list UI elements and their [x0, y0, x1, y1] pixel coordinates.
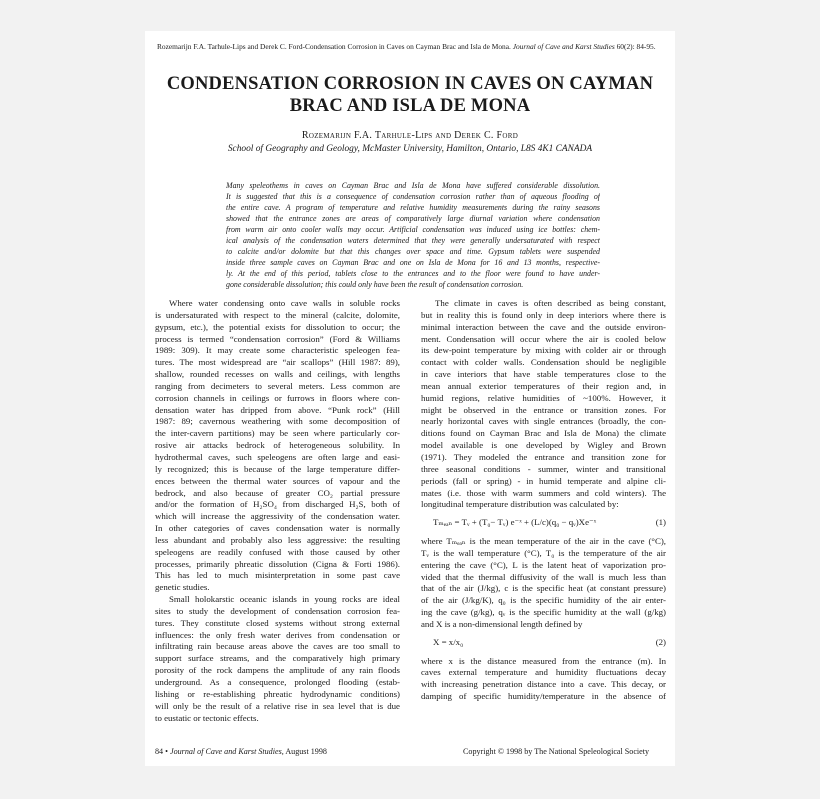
body-text-line: three seasonal conditions - summer, winter and transitional	[421, 463, 666, 474]
right-column	[421, 298, 666, 703]
body-text-line: damping of specific humidity/temperature in the absence of	[421, 691, 666, 702]
body-text-line: densation water has dripped from above. “Punk rock” (Hill	[155, 404, 400, 415]
body-text-line: in cave interiors that have stable temperatures close to the	[421, 369, 666, 380]
body-text-line: This has led to much misinterpretation in some past cave	[155, 570, 400, 581]
abstract-line: showed that the entrance zones are areas of comparatively large diurnal variation where condensation	[226, 213, 600, 223]
article-title	[160, 73, 660, 117]
body-text-line: where x is the distance measured from the entrance (m). In	[421, 655, 666, 666]
body-text-line: rosive air attacks bedrock of heterogeneous solubility. In	[155, 440, 400, 451]
body-text-line: In other categories of caves condensation water is normally	[155, 523, 400, 534]
left-column	[155, 298, 400, 724]
body-text-line: is undersaturated with respect to the mineral (calcite, dolomite,	[155, 309, 400, 320]
body-text-line: process is termed “condensation corrosion” (Ford & Williams	[155, 333, 400, 344]
body-text-line: ranging from decimeters to several meters. Less common are	[155, 380, 400, 391]
abstract-line: to calcite and/or dolomite but that this changes over space and time. Gypsum tablets were suspended	[226, 246, 600, 256]
running-head-journal: Journal of Cave and Karst Studies	[512, 42, 615, 51]
footer-page-prefix: 84 •	[155, 747, 170, 756]
affiliation: School of Geography and Geology, McMaster University, Hamilton, Ontario, L8S 4K1 CANADA	[227, 144, 593, 154]
body-text-line: model available is one developed by Wigley and Brown	[421, 440, 666, 451]
body-text-line: vided that the thermal diffusivity of the wall is much less than	[421, 571, 666, 582]
body-text-line: lishing or re-establishing phreatic hydrodynamic conditions)	[155, 688, 400, 699]
body-text-line: ences between the thermal water sources of vapour and the	[155, 475, 400, 486]
abstract-line: Many speleothems in caves on Cayman Brac and Isla de Mona have suffered considerable dissolution.	[226, 181, 600, 190]
body-text-line: mates (i.e. those with warm summers and cold winters). The	[421, 487, 666, 498]
body-text-line: mean annual exterior temperatures of their region and, in	[421, 380, 666, 391]
body-text-line: (1971). They modeled the entrance and transition zone for	[421, 451, 666, 462]
equation-2-expression: X = x/x₀	[433, 636, 464, 647]
body-text-line: Tᵥ is the wall temperature (°C), T₀ is the temperature of the air	[421, 547, 666, 558]
body-text-line: sites to study the development of condensation corrosion fea-	[155, 605, 400, 616]
body-text-line: humid regions, relative humidities of ~100%. However, it	[421, 392, 666, 403]
body-text-line: The climate in caves is often described as being constant,	[435, 298, 666, 308]
body-text-line: longitudinal temperature distribution was calculated by:	[421, 499, 619, 510]
body-text-line: 1987: 89; cavernous weathering with some decomposition of	[155, 416, 400, 427]
body-text-line: 1989: 309). It may create some characteristic speleogen fea-	[155, 345, 400, 356]
title-line-2: BRAC AND ISLA DE MONA	[289, 96, 531, 116]
footer-page-info	[155, 747, 327, 757]
right-column-mid	[421, 536, 666, 631]
footer-journal: Journal of Cave and Karst Studies,	[169, 747, 284, 756]
equation-2-number: (2)	[655, 636, 666, 647]
body-text-line: processes, primarily phreatic dissolution (Cigna & Forti 1986).	[155, 558, 400, 569]
abstract-line: gone considerable dissolution; this could only have been the result of condensation corrosion.	[226, 279, 524, 289]
abstract-line: It is suggested that this is a consequence of condensation corrosion rather than of aqueous flooding of	[226, 191, 600, 201]
body-text-line: of the air (J/kg/K), q₀ is the specific humidity of the air enter-	[421, 595, 666, 606]
running-head-citation: Rozemarijn F.A. Tarhule-Lips and Derek C. Ford-Condensation Corrosion in Caves on Cayman Brac and Isla de Mona.	[157, 42, 511, 51]
body-text-line: might be observed in the entrance or transition zones. For	[421, 404, 666, 415]
body-text-line: that of the air (J/kg), c is the specific heat (at constant pressure)	[421, 583, 666, 594]
body-text-line: underground. As a consequence, prolonged flooding (estab-	[155, 677, 400, 687]
body-text-line: ment. Condensation will occur where the air is cooled below	[421, 333, 666, 344]
body-text-line: entering the cave (°C), L is the latent heat of vaporization pro-	[421, 559, 666, 570]
body-text-line: corrosion channels in ceilings or furrows in floors where con-	[155, 392, 400, 403]
body-text-line: Where water condensing onto cave walls in soluble rocks	[169, 298, 400, 308]
body-text-line: caves external temperature and humidity fluctuations decay	[421, 667, 666, 678]
footer-copyright: Copyright © 1998 by The National Speleological Society	[463, 747, 650, 756]
body-text-line: minimal interaction between the cave and the outside environ-	[421, 321, 666, 332]
body-text-line: influences: the only fresh water derives from condensation or	[155, 629, 400, 640]
body-text-line: and/or the formation of H₂SO₄ from discharged H₂S, both of	[155, 499, 400, 510]
body-text-line: will only be the result of a relative rise in sea level that is due	[155, 700, 400, 711]
body-text-line: bedrock, and also because of greater CO₂ partial pressure	[155, 487, 400, 498]
equation-1-expression: Tₘₑₐₙ = Tᵥ + (T₀− Tᵥ) e⁻ˣ + (L/c)(q₀ − qᵥ)Xe⁻ˣ	[433, 517, 597, 528]
running-head	[157, 42, 667, 51]
body-text-line: shallow, rounded recesses on walls and ceilings, with lengths	[155, 369, 400, 380]
body-text-line: hydrothermal caves, such speleogens are often large and easi-	[155, 451, 400, 462]
body-text-line: tures. They constitute closed systems without strong external	[155, 617, 400, 628]
abstract	[226, 181, 600, 291]
equation-2	[421, 637, 666, 649]
body-text-line: less abundant and probably also less aggressive: the resulting	[155, 534, 400, 545]
abstract-line: ical analysis of the condensation waters determined that they were generally undersaturated with respect	[226, 235, 600, 245]
body-text-line: Small holokarstic oceanic islands in young rocks are ideal	[169, 594, 400, 605]
body-text-line: support surface streams, and the comparatively high primary	[155, 653, 400, 664]
authors: Rozemarijn F.A. Tarhule-Lips and Derek C. Ford	[301, 130, 519, 141]
footer-date: August 1998	[283, 747, 327, 756]
equation-1	[421, 517, 666, 529]
body-text-line: speleogens are readily confused with those caused by other	[155, 546, 400, 557]
abstract-line: ly. At the end of this period, tablets close to the entrances and to the floor were found to have under-	[226, 268, 600, 278]
body-text-line: ditions found on Cayman Brac and Isla de Mona) the climate	[421, 428, 666, 439]
title-line-1: CONDENSATION CORROSION IN CAVES ON CAYMAN	[166, 74, 654, 94]
body-text-line: where Tₘₑₐₙ is the mean temperature of the air in the cave (°C),	[421, 536, 666, 547]
body-text-line: which will increase the aggressivity of the condensation water.	[155, 511, 400, 522]
right-column-bottom	[421, 656, 666, 703]
abstract-line: inside three sample caves on Cayman Brac and one on Isla de Mona for 16 and 13 months, respective-	[226, 257, 600, 267]
body-text-line: genetic studies.	[155, 582, 210, 593]
body-text-line: periods (fall or spring) - in humid temperate and alpine cli-	[421, 475, 666, 486]
body-text-line: gypsum, etc.), the potential exists for dissolution to occur; the	[155, 321, 400, 332]
body-text-line: porosity of the rock dampens the amplitude of any rain floods	[155, 665, 400, 676]
abstract-line: from warm air onto cooler walls may occur. Artificial condensation was induced using ice bottles: chem-	[226, 224, 600, 234]
body-text-line: but in reality this is found only in deep interiors where there is	[421, 309, 666, 320]
body-text-line: ing the cave (g/kg), qᵥ is the specific humidity at the wall (g/kg)	[421, 607, 666, 618]
body-text-line: and X is a non-dimensional length defined by	[421, 618, 583, 629]
body-text-line: its dew-point temperature by mixing with colder air or through	[421, 345, 666, 356]
body-text-line: infiltrating rain because areas above the caves are too small to	[155, 641, 400, 652]
abstract-line: the entire cave. A program of temperature and relative humidity measurements during the rainy seasons	[226, 202, 600, 212]
body-text-line: ly recognized; this is because of the large temperature differ-	[155, 463, 400, 474]
body-text-line: contact with colder walls. Condensation should be negligible	[421, 357, 666, 368]
running-head-volume: 60(2): 84-95.	[616, 42, 656, 51]
right-column-top	[421, 298, 666, 511]
equation-1-number: (1)	[655, 517, 666, 528]
body-text-line: with increasing penetration distance into a cave. This decay, or	[421, 679, 666, 690]
body-text-line: nearly horizontal caves with single entrances (broadly, the con-	[421, 416, 666, 427]
body-text-line: the inter-cavern partitions) may be seen where particularly cor-	[155, 428, 400, 439]
body-text-line: to eustatic or tectonic effects.	[155, 712, 259, 723]
body-text-line: tures. The most widespread are “air scallops” (Hill 1987: 89),	[155, 357, 400, 368]
